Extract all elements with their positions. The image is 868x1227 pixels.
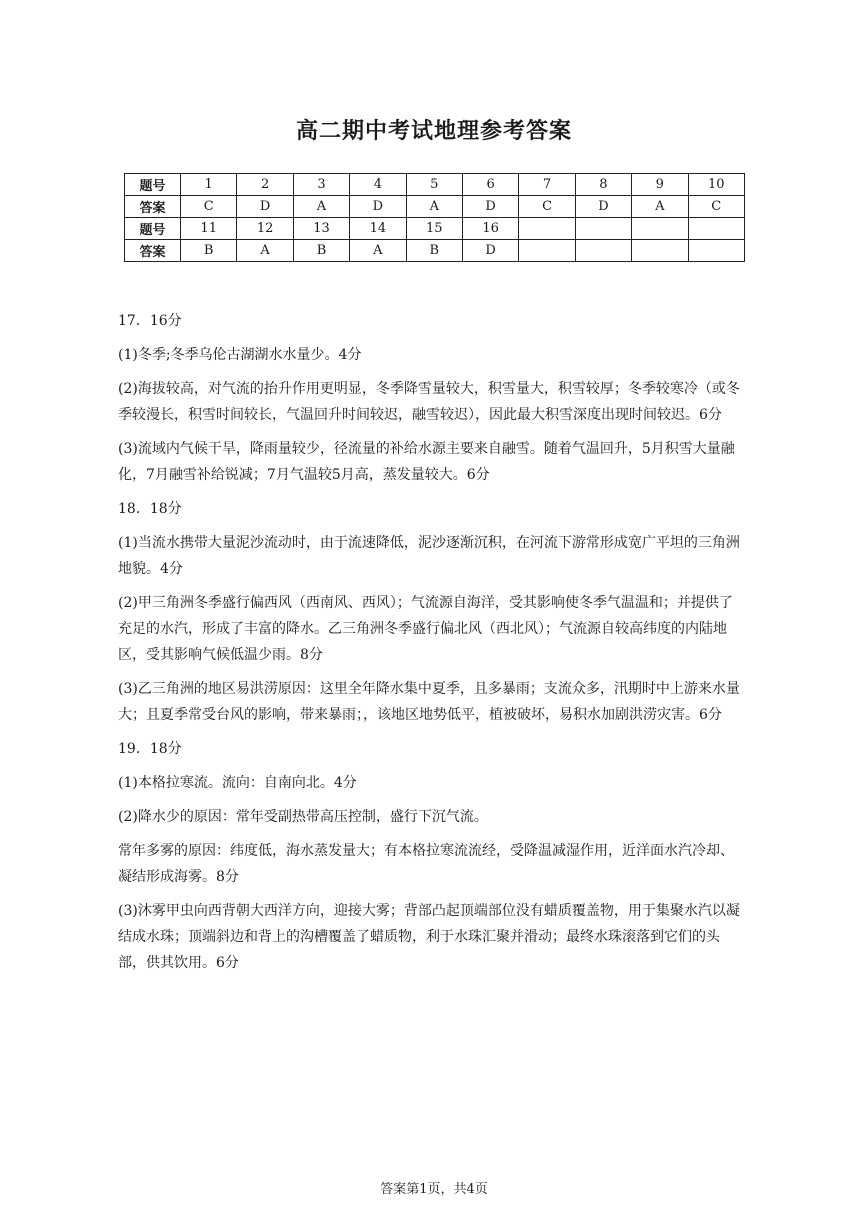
table-cell: A xyxy=(632,196,688,218)
table-cell: 16 xyxy=(462,218,518,240)
table-row xyxy=(125,240,745,262)
table-cell xyxy=(575,240,631,262)
table-cell xyxy=(519,218,575,240)
table-cell: 12 xyxy=(237,218,293,240)
table-cell xyxy=(519,240,575,262)
table-cell: 4 xyxy=(350,174,406,196)
answer-paragraph: (3)乙三角洲的地区易洪涝原因：这里全年降水集中夏季，且多暴雨；支流众多，汛期时中上游来水量大；且夏季常受台风的影响，带来暴雨；，该地区地势低平，植被破坏，易积水加剧洪涝灾害。6分 xyxy=(118,681,740,723)
table-cell: 3 xyxy=(293,174,349,196)
table-cell xyxy=(688,240,744,262)
table-cell: B xyxy=(406,240,462,262)
table-cell: 11 xyxy=(181,218,237,240)
answer-paragraph: (3)沐雾甲虫向西背朝大西洋方向，迎接大雾；背部凸起顶端部位没有蜡质覆盖物，用于集聚水汽以凝结成水珠；顶端斜边和背上的沟槽覆盖了蜡质物，利于水珠汇聚并滑动；最终水珠滚落到它们的头部，供其饮用。6分 xyxy=(118,903,740,971)
table-cell: D xyxy=(462,240,518,262)
table-cell: B xyxy=(293,240,349,262)
table-cell: 9 xyxy=(632,174,688,196)
table-cell: D xyxy=(462,196,518,218)
table-cell: 2 xyxy=(237,174,293,196)
table-cell: 8 xyxy=(575,174,631,196)
table-cell: 1 xyxy=(181,174,237,196)
table-cell: A xyxy=(237,240,293,262)
table-cell: 6 xyxy=(462,174,518,196)
table-cell xyxy=(632,218,688,240)
answer-table xyxy=(124,173,745,262)
table-row xyxy=(125,174,745,196)
answer-paragraph: 18．18分 xyxy=(118,501,182,517)
answer-paragraph: (1)本格拉寒流。流向：自南向北。4分 xyxy=(118,775,357,791)
answer-paragraph: (2)甲三角洲冬季盛行偏西风（西南风、西风）；气流源自海洋，受其影响使冬季气温温和；并提供了充足的水汽，形成了丰富的降水。乙三角洲冬季盛行偏北风（西北风）；气流源自较高纬度的内陆地区，受其影响气候低温少雨。8分 xyxy=(118,595,733,663)
table-cell: 7 xyxy=(519,174,575,196)
table-cell: A xyxy=(293,196,349,218)
table-row xyxy=(125,218,745,240)
answer-content xyxy=(118,308,746,984)
table-cell: D xyxy=(575,196,631,218)
answer-paragraph: (1)冬季;冬季乌伦古湖湖水水量少。4分 xyxy=(118,347,362,363)
row-label: 题号 xyxy=(125,174,181,196)
table-cell: 14 xyxy=(350,218,406,240)
answer-paragraph: (2)降水少的原因：常年受副热带高压控制，盛行下沉气流。 xyxy=(118,809,488,825)
table-cell: B xyxy=(181,240,237,262)
table-cell xyxy=(575,218,631,240)
table-cell xyxy=(688,218,744,240)
answer-paragraph: 19．18分 xyxy=(118,741,182,757)
table-cell: D xyxy=(350,196,406,218)
table-cell: 13 xyxy=(293,218,349,240)
table-row xyxy=(125,196,745,218)
table-cell: C xyxy=(688,196,744,218)
row-label: 答案 xyxy=(125,240,181,262)
answer-paragraph: (3)流域内气候干旱，降雨量较少，径流量的补给水源主要来自融雪。随着气温回升，5月积雪大量融化，7月融雪补给锐减；7月气温较5月高，蒸发量较大。6分 xyxy=(118,441,735,483)
table-cell: 5 xyxy=(406,174,462,196)
table-cell xyxy=(632,240,688,262)
answer-paragraph: (1)当流水携带大量泥沙流动时，由于流速降低，泥沙逐渐沉积，在河流下游常形成宽广平坦的三角洲地貌。4分 xyxy=(118,535,740,577)
answer-paragraph: 17．16分 xyxy=(118,313,182,329)
page-footer: 答案第1页，共4页 xyxy=(380,1182,488,1197)
table-cell: C xyxy=(181,196,237,218)
answer-paragraph: 常年多雾的原因：纬度低，海水蒸发量大；有本格拉寒流流经，受降温减湿作用，近洋面水汽冷却、凝结形成海雾。8分 xyxy=(118,843,734,885)
row-label: 题号 xyxy=(125,218,181,240)
table-cell: A xyxy=(406,196,462,218)
table-cell: C xyxy=(519,196,575,218)
row-label: 答案 xyxy=(125,196,181,218)
table-cell: A xyxy=(350,240,406,262)
table-cell: 10 xyxy=(688,174,744,196)
page-title: 高二期中考试地理参考答案 xyxy=(295,119,572,144)
table-cell: 15 xyxy=(406,218,462,240)
answer-paragraph: (2)海拔较高，对气流的抬升作用更明显，冬季降雪量较大，积雪量大，积雪较厚；冬季较寒冷（或冬季较漫长，积雪时间较长，气温回升时间较迟，融雪较迟），因此最大积雪深度出现时间较迟。6分 xyxy=(118,381,740,423)
table-cell: D xyxy=(237,196,293,218)
